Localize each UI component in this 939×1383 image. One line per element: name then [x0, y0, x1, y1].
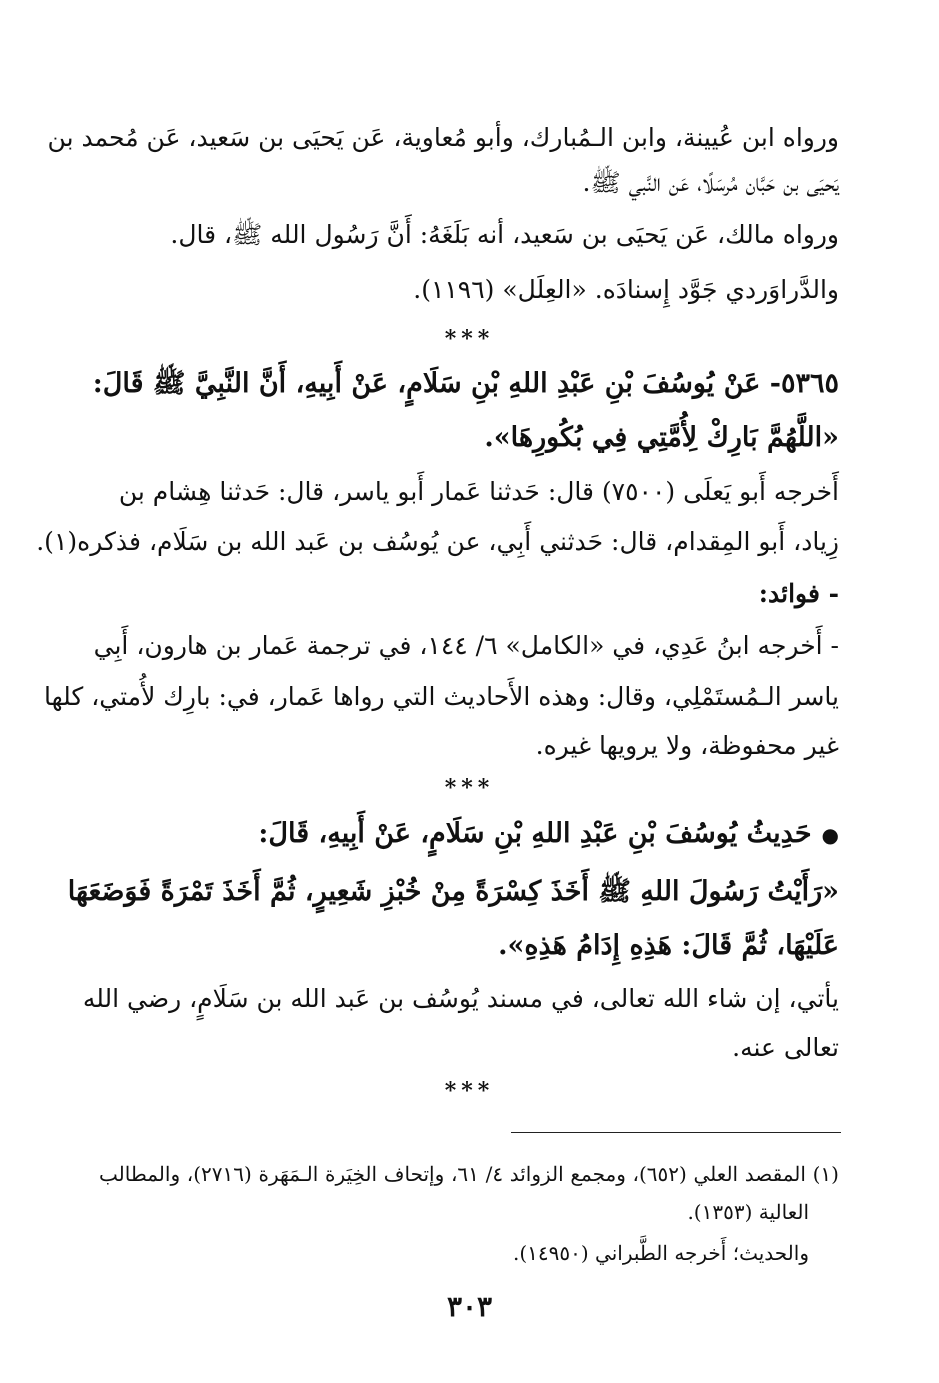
- section-separator: ***: [444, 326, 495, 352]
- section-separator: ***: [444, 1078, 495, 1104]
- footnote-line: العالية (١٣٥٣).: [687, 1200, 809, 1224]
- text-line: زِياد، أَبو المِقدام، قال: حَدثني أَبِي، عن يُوسُف بن عَبد الله بن سَلَام، فذكره(١).: [36, 527, 839, 556]
- hadith-heading-text: حَدِيثُ يُوسُفَ بْنِ عَبْدِ اللهِ بْنِ سَلَامٍ، عَنْ أَبِيهِ، قَالَ:: [258, 818, 812, 849]
- text-line: تعالى عنه.: [732, 1033, 839, 1062]
- text-line: غير محفوظة، ولا يرويها غيره.: [535, 731, 839, 760]
- text-line: ياسر الـمُستَمْلِي، وقال: وهذه الأَحاديث التي رواها عَمار، في: بارِك لأُمتي، كلها: [43, 682, 839, 711]
- text-line: أَخرجه أَبو يَعلَى (٧٥٠٠) قال: حَدثنا عَمار أَبو ياسر، قال: حَدثنا هِشام بن: [118, 477, 839, 506]
- section-heading-fawaid: - فوائد:: [758, 579, 839, 608]
- page-number: ٣٠٣: [446, 1290, 493, 1323]
- text-line: يأتي، إن شاء الله تعالى، في مسند يُوسُف بن عَبد الله بن سَلَامٍ، رضي الله: [82, 984, 839, 1013]
- hadith-text: «اللَّهُمَّ بَارِكْ لِأُمَّتِي فِي بُكُورِهَا».: [484, 422, 839, 453]
- footnote-line: (١) المقصد العلي (٦٥٢)، ومجمع الزوائد ٤/ ٦١، وإتحاف الخِيَرة الـمَهَرة (٢٧١٦)، والمطالب: [99, 1162, 839, 1186]
- text-line: والدَّراوَردي جَوَّد إِسنادَه. «العِلَل» (١١٩٦).: [413, 275, 839, 304]
- bullet-icon: ●: [821, 823, 839, 847]
- text-line: ورواه مالك، عَن يَحيَى بن سَعيد، أنه بَلَغَهُ: أَنَّ رَسُول الله ﷺ، قال.: [170, 220, 839, 249]
- section-separator: ***: [444, 775, 495, 801]
- hadith-heading: [129, 814, 839, 855]
- hadith-text: عَلَيْهَا، ثُمَّ قَالَ: هَذِهِ إِدَامُ هَذِهِ».: [498, 930, 839, 961]
- text-line: - أَخرجه ابنُ عَدِي، في «الكامل» ٦/ ١٤٤، في ترجمة عَمار بن هارون، أَبِي: [93, 631, 839, 660]
- hadith-heading: ٥٣٦٥- عَنْ يُوسُفَ بْنِ عَبْدِ اللهِ بْنِ سَلَامٍ، عَنْ أَبِيهِ، أَنَّ النَّبِيَّ ﷺ قَالَ:: [92, 368, 839, 399]
- hadith-text: «رَأَيْتُ رَسُولَ اللهِ ﷺ أَخَذَ كِسْرَةً مِنْ خُبْزِ شَعِيرٍ، ثُمَّ أَخَذَ تَمْرَةً فَوَضَعَهَا: [67, 876, 839, 907]
- footnote-rule: [511, 1132, 841, 1133]
- footnote-line: والحديث؛ أَخرجه الطَّبراني (١٤٩٥٠).: [512, 1241, 809, 1265]
- text-line: يَحيَى بن حَبَّان مُرسَلًا، عَن النَّبي ﷺ.: [582, 168, 839, 197]
- text-line: ورواه ابن عُيينة، وابن الـمُبارك، وأبو مُعاوية، عَن يَحيَى بن سَعيد، عَن مُحمد بن: [47, 123, 839, 152]
